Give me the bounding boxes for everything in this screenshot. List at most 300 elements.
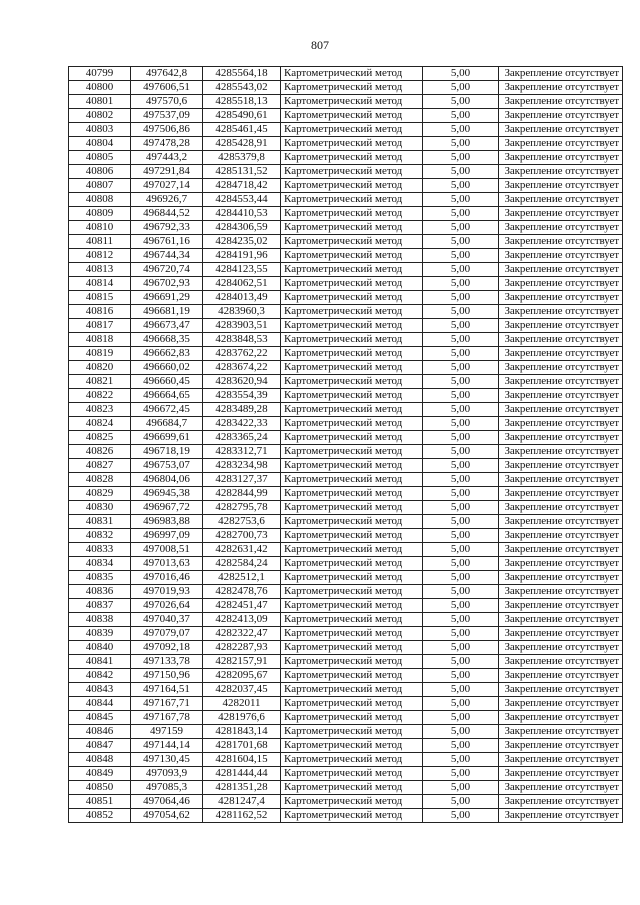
accuracy-cell: 5,00 [423, 809, 499, 823]
coord-y-cell: 4285428,91 [203, 137, 281, 151]
method-cell: Картометрический метод [281, 347, 423, 361]
coord-x-cell: 496967,72 [131, 501, 203, 515]
method-cell: Картометрический метод [281, 725, 423, 739]
table-row [69, 95, 623, 109]
table-row [69, 263, 623, 277]
coord-x-cell: 497291,84 [131, 165, 203, 179]
accuracy-cell: 5,00 [423, 123, 499, 137]
accuracy-cell: 5,00 [423, 781, 499, 795]
accuracy-cell: 5,00 [423, 81, 499, 95]
fixation-cell: Закрепление отсутствует [499, 487, 623, 501]
coord-y-cell: 4284306,59 [203, 221, 281, 235]
method-cell: Картометрический метод [281, 277, 423, 291]
method-cell: Картометрический метод [281, 193, 423, 207]
point-number-cell: 40800 [69, 81, 131, 95]
method-cell: Картометрический метод [281, 781, 423, 795]
method-cell: Картометрический метод [281, 445, 423, 459]
coord-y-cell: 4283234,98 [203, 459, 281, 473]
coord-y-cell: 4285461,45 [203, 123, 281, 137]
fixation-cell: Закрепление отсутствует [499, 557, 623, 571]
method-cell: Картометрический метод [281, 669, 423, 683]
accuracy-cell: 5,00 [423, 557, 499, 571]
point-number-cell: 40812 [69, 249, 131, 263]
coord-y-cell: 4281351,28 [203, 781, 281, 795]
coord-x-cell: 497606,51 [131, 81, 203, 95]
coord-y-cell: 4283127,37 [203, 473, 281, 487]
table-row [69, 333, 623, 347]
method-cell: Картометрический метод [281, 137, 423, 151]
accuracy-cell: 5,00 [423, 263, 499, 277]
coord-y-cell: 4282753,6 [203, 515, 281, 529]
fixation-cell: Закрепление отсутствует [499, 81, 623, 95]
fixation-cell: Закрепление отсутствует [499, 137, 623, 151]
fixation-cell: Закрепление отсутствует [499, 585, 623, 599]
coord-x-cell: 497016,46 [131, 571, 203, 585]
point-number-cell: 40816 [69, 305, 131, 319]
fixation-cell: Закрепление отсутствует [499, 459, 623, 473]
point-number-cell: 40813 [69, 263, 131, 277]
coord-y-cell: 4282011 [203, 697, 281, 711]
coord-x-cell: 496672,45 [131, 403, 203, 417]
accuracy-cell: 5,00 [423, 739, 499, 753]
coord-x-cell: 497144,14 [131, 739, 203, 753]
fixation-cell: Закрепление отсутствует [499, 697, 623, 711]
table-row [69, 613, 623, 627]
table-row [69, 151, 623, 165]
fixation-cell: Закрепление отсутствует [499, 67, 623, 81]
table-row [69, 193, 623, 207]
accuracy-cell: 5,00 [423, 375, 499, 389]
method-cell: Картометрический метод [281, 305, 423, 319]
coord-x-cell: 496660,02 [131, 361, 203, 375]
table-row [69, 445, 623, 459]
coord-x-cell: 496673,47 [131, 319, 203, 333]
point-number-cell: 40823 [69, 403, 131, 417]
point-number-cell: 40801 [69, 95, 131, 109]
accuracy-cell: 5,00 [423, 683, 499, 697]
coord-x-cell: 497008,51 [131, 543, 203, 557]
table-row [69, 403, 623, 417]
coord-x-cell: 496720,74 [131, 263, 203, 277]
accuracy-cell: 5,00 [423, 445, 499, 459]
point-number-cell: 40818 [69, 333, 131, 347]
fixation-cell: Закрепление отсутствует [499, 389, 623, 403]
method-cell: Картометрический метод [281, 67, 423, 81]
point-number-cell: 40829 [69, 487, 131, 501]
page-number: 807 [311, 38, 329, 52]
fixation-cell: Закрепление отсутствует [499, 361, 623, 375]
table-row [69, 627, 623, 641]
fixation-cell: Закрепление отсутствует [499, 207, 623, 221]
accuracy-cell: 5,00 [423, 431, 499, 445]
coord-y-cell: 4283312,71 [203, 445, 281, 459]
coord-x-cell: 497026,64 [131, 599, 203, 613]
coord-x-cell: 497506,86 [131, 123, 203, 137]
fixation-cell: Закрепление отсутствует [499, 655, 623, 669]
coord-x-cell: 497478,28 [131, 137, 203, 151]
coord-x-cell: 496664,65 [131, 389, 203, 403]
point-number-cell: 40845 [69, 711, 131, 725]
fixation-cell: Закрепление отсутствует [499, 277, 623, 291]
fixation-cell: Закрепление отсутствует [499, 221, 623, 235]
method-cell: Картометрический метод [281, 711, 423, 725]
fixation-cell: Закрепление отсутствует [499, 669, 623, 683]
fixation-cell: Закрепление отсутствует [499, 627, 623, 641]
coord-x-cell: 496844,52 [131, 207, 203, 221]
fixation-cell: Закрепление отсутствует [499, 333, 623, 347]
coord-y-cell: 4282037,45 [203, 683, 281, 697]
fixation-cell: Закрепление отсутствует [499, 543, 623, 557]
coord-y-cell: 4281976,6 [203, 711, 281, 725]
method-cell: Картометрический метод [281, 697, 423, 711]
accuracy-cell: 5,00 [423, 151, 499, 165]
point-number-cell: 40815 [69, 291, 131, 305]
fixation-cell: Закрепление отсутствует [499, 375, 623, 389]
point-number-cell: 40844 [69, 697, 131, 711]
point-number-cell: 40851 [69, 795, 131, 809]
accuracy-cell: 5,00 [423, 277, 499, 291]
coord-x-cell: 497064,46 [131, 795, 203, 809]
fixation-cell: Закрепление отсутствует [499, 193, 623, 207]
fixation-cell: Закрепление отсутствует [499, 753, 623, 767]
coord-y-cell: 4283365,24 [203, 431, 281, 445]
point-number-cell: 40835 [69, 571, 131, 585]
coord-y-cell: 4283848,53 [203, 333, 281, 347]
method-cell: Картометрический метод [281, 375, 423, 389]
fixation-cell: Закрепление отсутствует [499, 683, 623, 697]
point-number-cell: 40834 [69, 557, 131, 571]
method-cell: Картометрический метод [281, 501, 423, 515]
coord-y-cell: 4285379,8 [203, 151, 281, 165]
point-number-cell: 40839 [69, 627, 131, 641]
table-row [69, 739, 623, 753]
table-row [69, 599, 623, 613]
method-cell: Картометрический метод [281, 613, 423, 627]
coord-y-cell: 4282700,73 [203, 529, 281, 543]
table-row [69, 179, 623, 193]
accuracy-cell: 5,00 [423, 529, 499, 543]
accuracy-cell: 5,00 [423, 221, 499, 235]
point-number-cell: 40841 [69, 655, 131, 669]
coord-x-cell: 497642,8 [131, 67, 203, 81]
method-cell: Картометрический метод [281, 263, 423, 277]
table-row [69, 781, 623, 795]
table-row [69, 711, 623, 725]
coord-x-cell: 496699,61 [131, 431, 203, 445]
coord-x-cell: 497537,09 [131, 109, 203, 123]
method-cell: Картометрический метод [281, 431, 423, 445]
table-row [69, 319, 623, 333]
coord-y-cell: 4283489,28 [203, 403, 281, 417]
coord-y-cell: 4283422,33 [203, 417, 281, 431]
coord-y-cell: 4284553,44 [203, 193, 281, 207]
coord-x-cell: 496702,93 [131, 277, 203, 291]
point-number-cell: 40849 [69, 767, 131, 781]
table-row [69, 347, 623, 361]
accuracy-cell: 5,00 [423, 753, 499, 767]
accuracy-cell: 5,00 [423, 795, 499, 809]
point-number-cell: 40802 [69, 109, 131, 123]
coord-x-cell: 496926,7 [131, 193, 203, 207]
fixation-cell: Закрепление отсутствует [499, 319, 623, 333]
table-row [69, 249, 623, 263]
table-row [69, 165, 623, 179]
fixation-cell: Закрепление отсутствует [499, 711, 623, 725]
coordinates-table [68, 66, 623, 823]
point-number-cell: 40804 [69, 137, 131, 151]
accuracy-cell: 5,00 [423, 571, 499, 585]
coord-x-cell: 497164,51 [131, 683, 203, 697]
table-row [69, 123, 623, 137]
coord-y-cell: 4283674,22 [203, 361, 281, 375]
accuracy-cell: 5,00 [423, 641, 499, 655]
fixation-cell: Закрепление отсутствует [499, 179, 623, 193]
point-number-cell: 40811 [69, 235, 131, 249]
accuracy-cell: 5,00 [423, 669, 499, 683]
method-cell: Картометрический метод [281, 767, 423, 781]
coord-y-cell: 4285518,13 [203, 95, 281, 109]
fixation-cell: Закрепление отсутствует [499, 613, 623, 627]
coord-y-cell: 4284191,96 [203, 249, 281, 263]
point-number-cell: 40847 [69, 739, 131, 753]
coord-y-cell: 4283554,39 [203, 389, 281, 403]
method-cell: Картометрический метод [281, 585, 423, 599]
coord-x-cell: 497013,63 [131, 557, 203, 571]
method-cell: Картометрический метод [281, 235, 423, 249]
accuracy-cell: 5,00 [423, 305, 499, 319]
method-cell: Картометрический метод [281, 333, 423, 347]
coord-y-cell: 4281843,14 [203, 725, 281, 739]
coord-x-cell: 497167,78 [131, 711, 203, 725]
coord-x-cell: 497040,37 [131, 613, 203, 627]
fixation-cell: Закрепление отсутствует [499, 739, 623, 753]
coord-x-cell: 496718,19 [131, 445, 203, 459]
coord-y-cell: 4285564,18 [203, 67, 281, 81]
method-cell: Картометрический метод [281, 487, 423, 501]
accuracy-cell: 5,00 [423, 459, 499, 473]
accuracy-cell: 5,00 [423, 361, 499, 375]
fixation-cell: Закрепление отсутствует [499, 165, 623, 179]
table-row [69, 221, 623, 235]
coord-y-cell: 4281604,15 [203, 753, 281, 767]
point-number-cell: 40833 [69, 543, 131, 557]
coord-y-cell: 4284718,42 [203, 179, 281, 193]
accuracy-cell: 5,00 [423, 67, 499, 81]
method-cell: Картометрический метод [281, 389, 423, 403]
accuracy-cell: 5,00 [423, 207, 499, 221]
coord-x-cell: 497019,93 [131, 585, 203, 599]
accuracy-cell: 5,00 [423, 767, 499, 781]
coord-y-cell: 4284013,49 [203, 291, 281, 305]
method-cell: Картометрический метод [281, 81, 423, 95]
point-number-cell: 40825 [69, 431, 131, 445]
point-number-cell: 40808 [69, 193, 131, 207]
fixation-cell: Закрепление отсутствует [499, 795, 623, 809]
coord-x-cell: 496983,88 [131, 515, 203, 529]
point-number-cell: 40822 [69, 389, 131, 403]
point-number-cell: 40831 [69, 515, 131, 529]
accuracy-cell: 5,00 [423, 165, 499, 179]
method-cell: Картометрический метод [281, 515, 423, 529]
point-number-cell: 40840 [69, 641, 131, 655]
point-number-cell: 40832 [69, 529, 131, 543]
coord-x-cell: 497150,96 [131, 669, 203, 683]
coord-y-cell: 4284410,53 [203, 207, 281, 221]
method-cell: Картометрический метод [281, 361, 423, 375]
table-row [69, 361, 623, 375]
point-number-cell: 40827 [69, 459, 131, 473]
fixation-cell: Закрепление отсутствует [499, 431, 623, 445]
method-cell: Картометрический метод [281, 319, 423, 333]
table-row [69, 389, 623, 403]
method-cell: Картометрический метод [281, 249, 423, 263]
method-cell: Картометрический метод [281, 95, 423, 109]
method-cell: Картометрический метод [281, 655, 423, 669]
fixation-cell: Закрепление отсутствует [499, 263, 623, 277]
method-cell: Картометрический метод [281, 417, 423, 431]
coord-y-cell: 4282451,47 [203, 599, 281, 613]
fixation-cell: Закрепление отсутствует [499, 809, 623, 823]
fixation-cell: Закрепление отсутствует [499, 599, 623, 613]
table-row [69, 669, 623, 683]
table-row [69, 375, 623, 389]
accuracy-cell: 5,00 [423, 711, 499, 725]
coord-x-cell: 497093,9 [131, 767, 203, 781]
point-number-cell: 40817 [69, 319, 131, 333]
accuracy-cell: 5,00 [423, 473, 499, 487]
point-number-cell: 40837 [69, 599, 131, 613]
method-cell: Картометрический метод [281, 403, 423, 417]
method-cell: Картометрический метод [281, 627, 423, 641]
fixation-cell: Закрепление отсутствует [499, 515, 623, 529]
table-row [69, 109, 623, 123]
accuracy-cell: 5,00 [423, 179, 499, 193]
coord-y-cell: 4282322,47 [203, 627, 281, 641]
coord-y-cell: 4284062,51 [203, 277, 281, 291]
coord-y-cell: 4282287,93 [203, 641, 281, 655]
point-number-cell: 40799 [69, 67, 131, 81]
table-row [69, 277, 623, 291]
table-row [69, 809, 623, 823]
point-number-cell: 40806 [69, 165, 131, 179]
accuracy-cell: 5,00 [423, 487, 499, 501]
fixation-cell: Закрепление отсутствует [499, 347, 623, 361]
accuracy-cell: 5,00 [423, 417, 499, 431]
method-cell: Картометрический метод [281, 109, 423, 123]
fixation-cell: Закрепление отсутствует [499, 473, 623, 487]
coord-y-cell: 4281247,4 [203, 795, 281, 809]
table-row [69, 235, 623, 249]
accuracy-cell: 5,00 [423, 137, 499, 151]
point-number-cell: 40842 [69, 669, 131, 683]
point-number-cell: 40836 [69, 585, 131, 599]
coord-x-cell: 496662,83 [131, 347, 203, 361]
point-number-cell: 40828 [69, 473, 131, 487]
coord-x-cell: 497092,18 [131, 641, 203, 655]
coord-x-cell: 496684,7 [131, 417, 203, 431]
accuracy-cell: 5,00 [423, 291, 499, 305]
fixation-cell: Закрепление отсутствует [499, 501, 623, 515]
coord-y-cell: 4283762,22 [203, 347, 281, 361]
coord-y-cell: 4284235,02 [203, 235, 281, 249]
table-row [69, 641, 623, 655]
coord-x-cell: 496681,19 [131, 305, 203, 319]
table-row [69, 795, 623, 809]
accuracy-cell: 5,00 [423, 613, 499, 627]
method-cell: Картометрический метод [281, 165, 423, 179]
table-row [69, 557, 623, 571]
fixation-cell: Закрепление отсутствует [499, 417, 623, 431]
accuracy-cell: 5,00 [423, 725, 499, 739]
accuracy-cell: 5,00 [423, 109, 499, 123]
method-cell: Картометрический метод [281, 557, 423, 571]
table-row [69, 585, 623, 599]
point-number-cell: 40820 [69, 361, 131, 375]
method-cell: Картометрический метод [281, 809, 423, 823]
coord-x-cell: 497159 [131, 725, 203, 739]
table-row [69, 655, 623, 669]
accuracy-cell: 5,00 [423, 515, 499, 529]
coord-x-cell: 496744,34 [131, 249, 203, 263]
method-cell: Картометрический метод [281, 599, 423, 613]
coord-x-cell: 497054,62 [131, 809, 203, 823]
coord-y-cell: 4282095,67 [203, 669, 281, 683]
coord-y-cell: 4282512,1 [203, 571, 281, 585]
table-row [69, 473, 623, 487]
method-cell: Картометрический метод [281, 571, 423, 585]
coord-y-cell: 4281701,68 [203, 739, 281, 753]
table-row [69, 305, 623, 319]
method-cell: Картометрический метод [281, 795, 423, 809]
point-number-cell: 40803 [69, 123, 131, 137]
method-cell: Картометрический метод [281, 123, 423, 137]
table-row [69, 501, 623, 515]
point-number-cell: 40848 [69, 753, 131, 767]
accuracy-cell: 5,00 [423, 627, 499, 641]
coord-x-cell: 496691,29 [131, 291, 203, 305]
table-row [69, 725, 623, 739]
coord-x-cell: 497079,07 [131, 627, 203, 641]
coord-y-cell: 4285543,02 [203, 81, 281, 95]
fixation-cell: Закрепление отсутствует [499, 109, 623, 123]
coord-y-cell: 4285131,52 [203, 165, 281, 179]
accuracy-cell: 5,00 [423, 333, 499, 347]
point-number-cell: 40824 [69, 417, 131, 431]
coord-y-cell: 4283960,3 [203, 305, 281, 319]
point-number-cell: 40826 [69, 445, 131, 459]
method-cell: Картометрический метод [281, 641, 423, 655]
coord-x-cell: 496804,06 [131, 473, 203, 487]
table-row [69, 543, 623, 557]
coord-x-cell: 497570,6 [131, 95, 203, 109]
table-row [69, 459, 623, 473]
accuracy-cell: 5,00 [423, 599, 499, 613]
accuracy-cell: 5,00 [423, 249, 499, 263]
point-number-cell: 40830 [69, 501, 131, 515]
table-row [69, 67, 623, 81]
method-cell: Картометрический метод [281, 473, 423, 487]
fixation-cell: Закрепление отсутствует [499, 291, 623, 305]
point-number-cell: 40846 [69, 725, 131, 739]
accuracy-cell: 5,00 [423, 347, 499, 361]
fixation-cell: Закрепление отсутствует [499, 95, 623, 109]
accuracy-cell: 5,00 [423, 501, 499, 515]
accuracy-cell: 5,00 [423, 95, 499, 109]
method-cell: Картометрический метод [281, 739, 423, 753]
coord-x-cell: 497085,3 [131, 781, 203, 795]
coord-x-cell: 496761,16 [131, 235, 203, 249]
point-number-cell: 40821 [69, 375, 131, 389]
